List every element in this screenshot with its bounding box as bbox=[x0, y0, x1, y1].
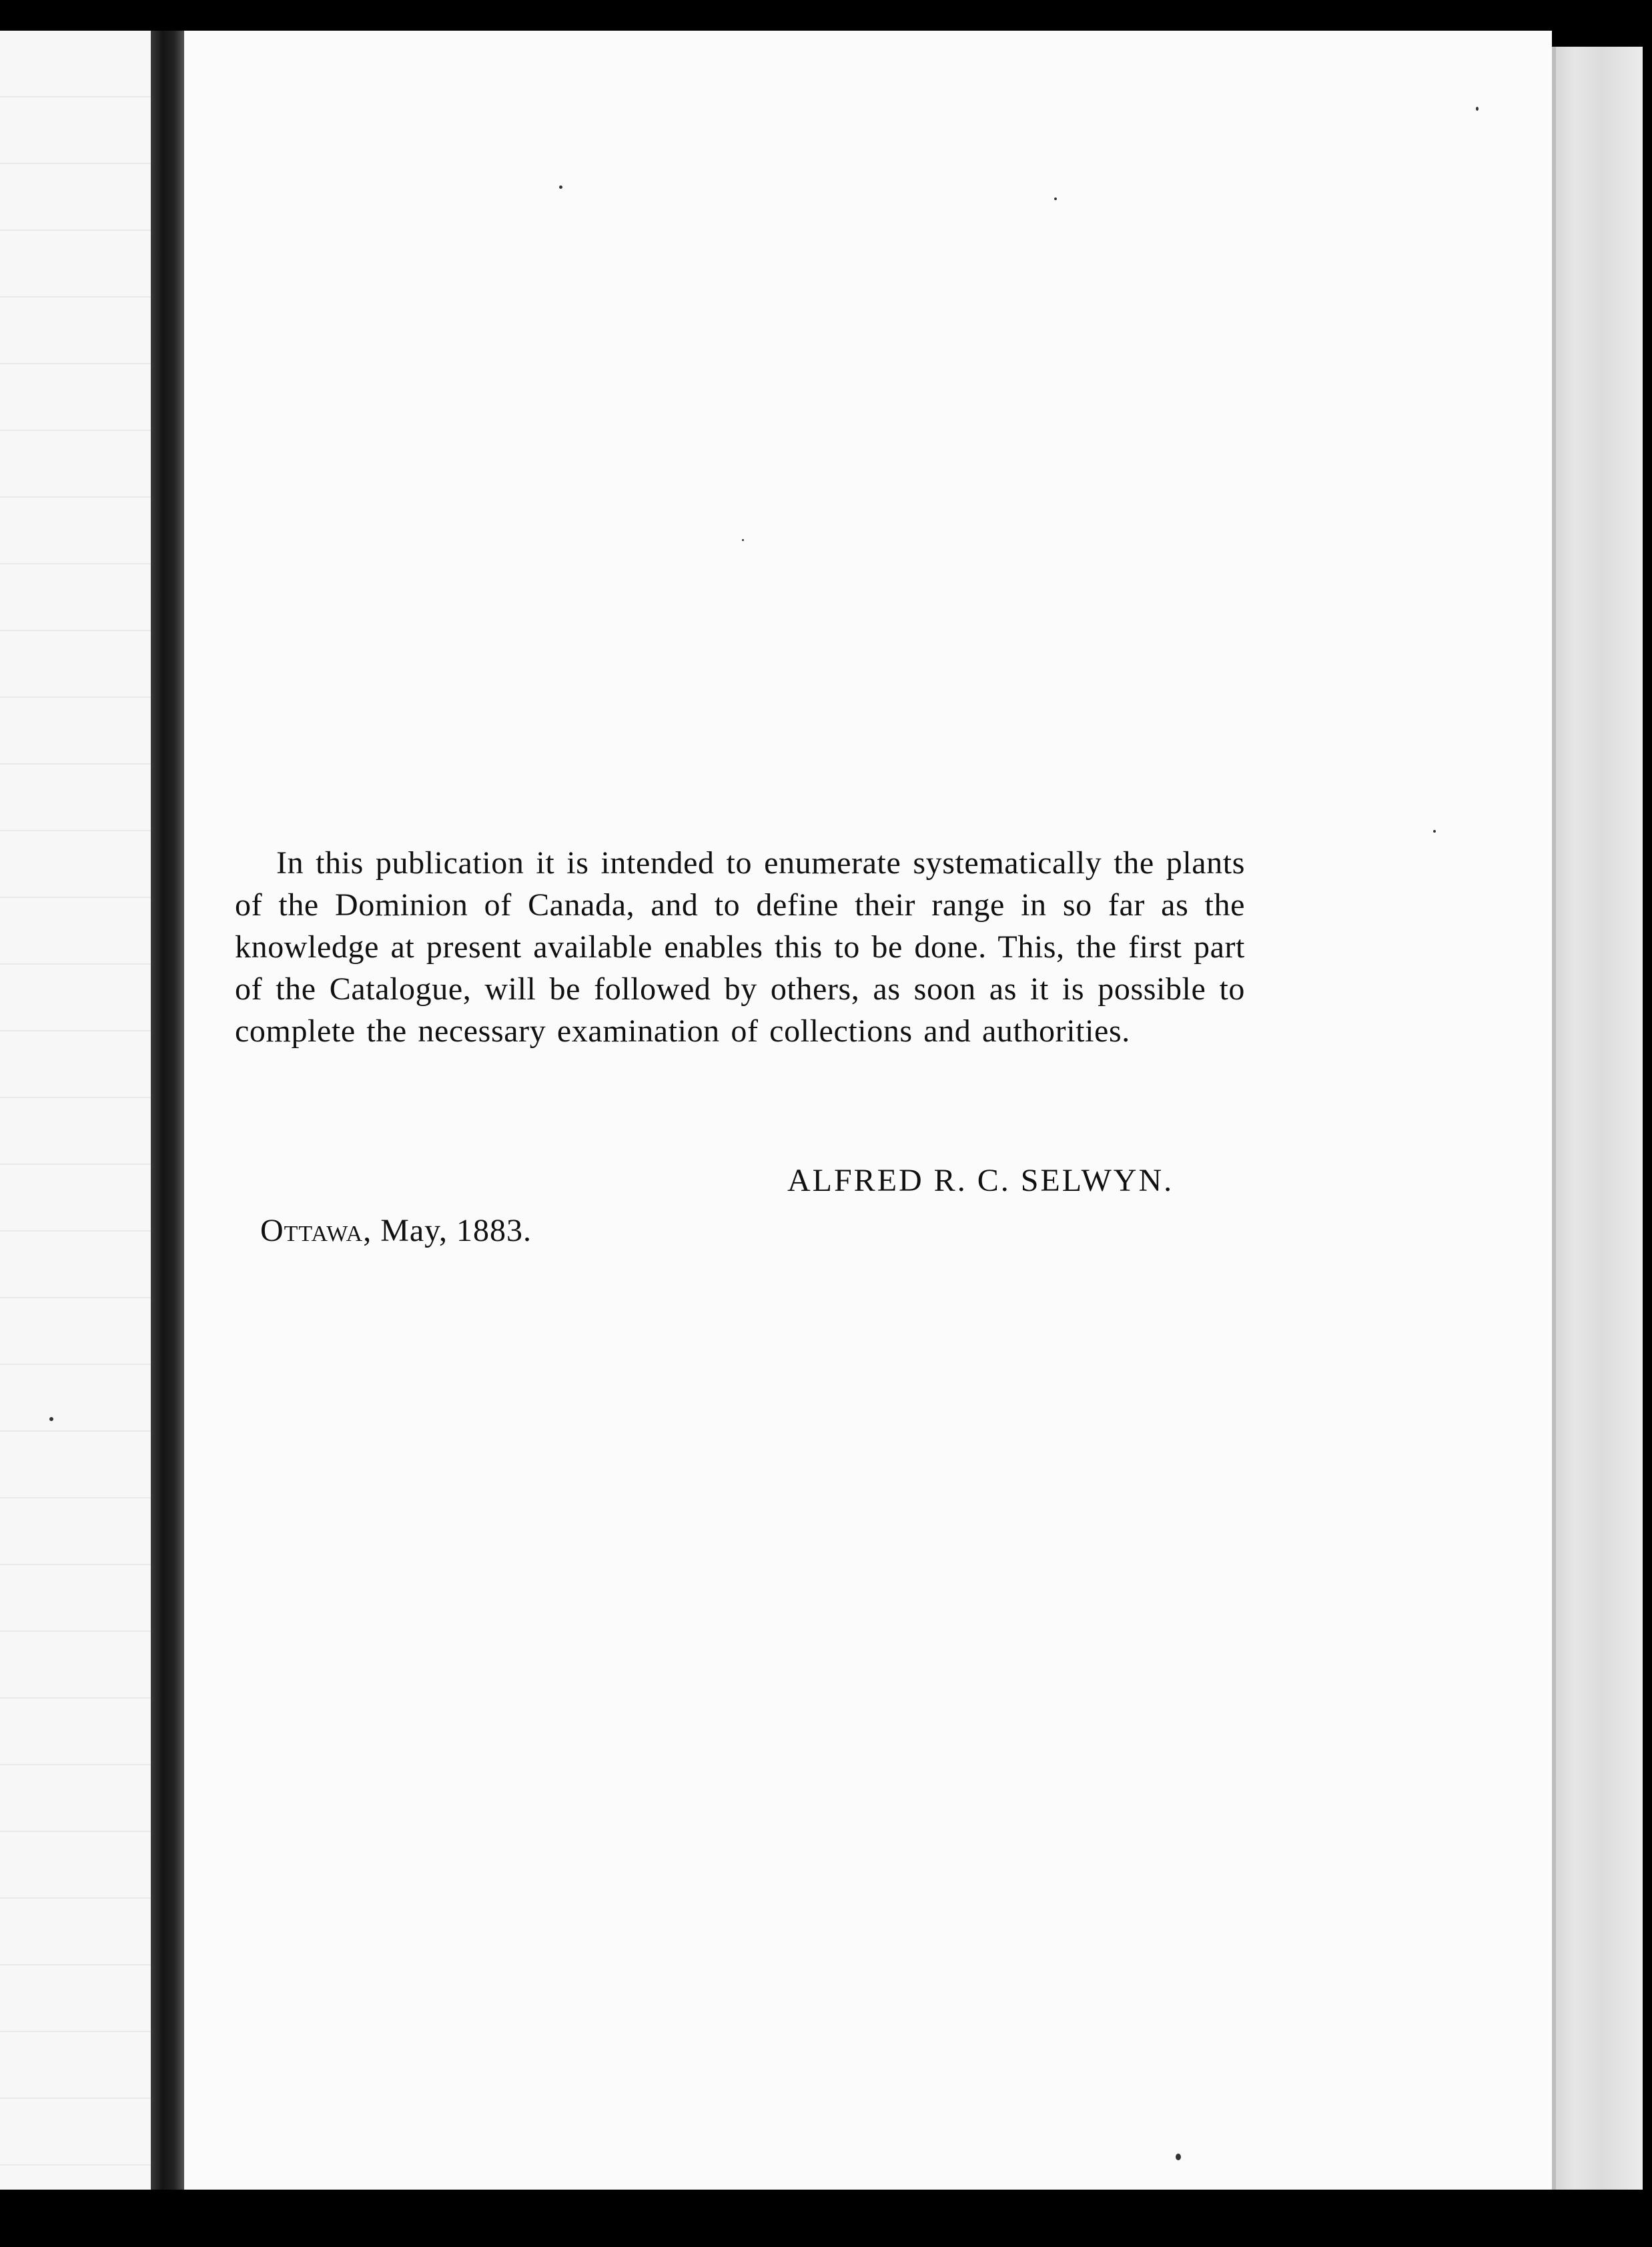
scan-speck bbox=[559, 185, 562, 189]
book-spine bbox=[151, 31, 184, 2190]
scan-speck bbox=[1433, 830, 1436, 833]
scan-speck bbox=[1476, 107, 1479, 111]
scan-speck bbox=[742, 539, 744, 541]
preface-page bbox=[184, 31, 1552, 2190]
scan-speck bbox=[49, 1417, 53, 1421]
facing-page bbox=[0, 31, 151, 2190]
preface-paragraph: In this publication it is intended to enumerate systematically the plants of the Dominion of Canada, and to define their range in so far as the knowledge at present available enables this to be done. This, the first part of the Catalogue, will be followed by others, as soon as it is possible to complete the necessary examination of collections and authorities. bbox=[235, 845, 1245, 1049]
page-edges bbox=[1552, 47, 1643, 2190]
author-signature: ALFRED R. C. SELWYN. bbox=[787, 1163, 1174, 1198]
dateline: Ottawa, May, 1883. bbox=[260, 1213, 532, 1248]
dateline-date: May, 1883. bbox=[380, 1213, 532, 1248]
scan-speck bbox=[1176, 2154, 1181, 2160]
scan-speck bbox=[1054, 197, 1057, 200]
dateline-place: Ottawa bbox=[260, 1213, 364, 1248]
